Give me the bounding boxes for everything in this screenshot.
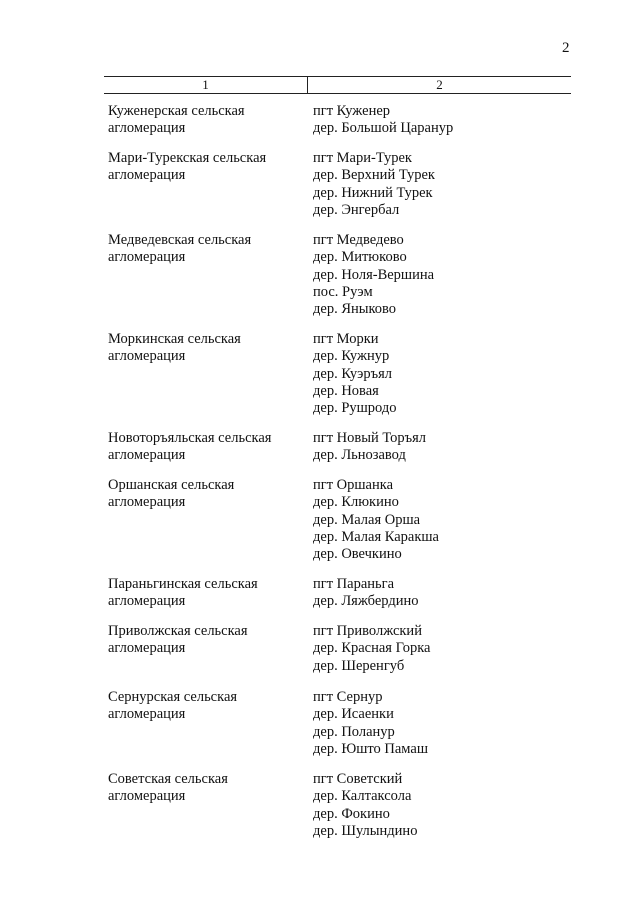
settlement-item: пос. Руэм <box>313 283 373 300</box>
settlement-list <box>313 232 434 318</box>
settlement-item: дер. Куэръял <box>313 365 393 382</box>
page-number: 2 <box>562 40 570 56</box>
settlement-list <box>313 689 428 758</box>
agglomeration-name <box>108 150 266 185</box>
agglomeration-name-line: агломерация <box>108 167 186 184</box>
agglomeration-name-line: агломерация <box>108 788 186 805</box>
agglomeration-name <box>108 576 258 611</box>
settlement-item: пгт Параньга <box>313 576 395 592</box>
settlement-list <box>313 150 435 219</box>
settlement-item: дер. Энгербал <box>313 201 400 218</box>
settlement-item: дер. Малая Каракша <box>313 528 439 545</box>
agglomeration-name <box>108 477 234 512</box>
agglomeration-name-line: Советская сельская <box>108 771 228 787</box>
settlement-item: пгт Новый Торъял <box>313 430 427 446</box>
agglomeration-name-line: агломерация <box>108 447 186 464</box>
agglomeration-name-line: Сернурская сельская <box>108 689 238 705</box>
settlement-item: дер. Калтаксола <box>313 788 412 805</box>
settlement-item: дер. Верхний Турек <box>313 167 435 184</box>
settlement-item: дер. Овечкино <box>313 546 402 563</box>
settlement-list <box>313 771 417 840</box>
settlement-item: дер. Шулындино <box>313 822 418 839</box>
column-header-1: 1 <box>202 77 209 92</box>
settlement-list <box>313 331 397 417</box>
settlement-item: пгт Морки <box>313 331 379 347</box>
settlement-item: пгт Оршанка <box>313 477 394 493</box>
settlement-item: дер. Малая Орша <box>313 511 421 528</box>
settlement-item: дер. Ляжбердино <box>313 593 419 610</box>
settlement-item: дер. Шеренгуб <box>313 657 405 674</box>
settlement-item: дер. Митюково <box>313 249 407 266</box>
agglomeration-name-line: Куженерская сельская <box>108 103 245 119</box>
settlement-item: пгт Сернур <box>313 689 383 705</box>
agglomeration-name-line: Мари-Турекская сельская <box>108 150 267 166</box>
settlement-list <box>313 103 453 138</box>
settlement-item: дер. Красная Горка <box>313 640 431 657</box>
agglomeration-name-line: Параньгинская сельская <box>108 576 258 592</box>
settlement-list <box>313 430 426 465</box>
settlement-item: дер. Юшто Памаш <box>313 740 428 757</box>
settlement-item: дер. Рушродо <box>313 400 397 417</box>
settlement-item: дер. Клюкино <box>313 494 399 511</box>
agglomeration-name-line: агломерация <box>108 494 186 511</box>
agglomeration-name-line: Оршанская сельская <box>108 477 235 493</box>
agglomeration-name <box>108 232 251 267</box>
agglomeration-name-line: агломерация <box>108 706 186 723</box>
settlement-item: дер. Фокино <box>313 805 390 822</box>
settlement-item: дер. Поланур <box>313 723 395 740</box>
agglomeration-name-line: агломерация <box>108 348 186 365</box>
agglomeration-name-line: агломерация <box>108 249 186 266</box>
agglomeration-name-line: агломерация <box>108 120 186 137</box>
agglomeration-name-line: агломерация <box>108 640 186 657</box>
table-header <box>104 76 571 94</box>
agglomeration-name <box>108 689 237 724</box>
settlement-item: пгт Куженер <box>313 103 391 119</box>
settlement-item: дер. Ноля-Вершина <box>313 266 435 283</box>
settlement-item: дер. Кужнур <box>313 348 390 365</box>
settlement-item: дер. Новая <box>313 382 379 399</box>
settlement-item: пгт Мари-Турек <box>313 150 412 166</box>
agglomeration-name <box>108 103 245 138</box>
agglomeration-name-line: Медведевская сельская <box>108 232 252 248</box>
agglomeration-name-line: агломерация <box>108 593 186 610</box>
settlement-item: пгт Советский <box>313 771 403 787</box>
settlement-list <box>313 576 418 611</box>
column-header-2: 2 <box>436 77 443 92</box>
settlement-list <box>313 477 439 563</box>
settlement-item: дер. Льнозавод <box>313 447 406 464</box>
settlement-item: пгт Приволжский <box>313 623 422 639</box>
agglomeration-name-line: Новоторъяльская сельская <box>108 430 272 446</box>
agglomeration-name <box>108 430 271 465</box>
settlement-item: дер. Большой Царанур <box>313 120 454 137</box>
settlement-item: пгт Медведево <box>313 232 404 248</box>
settlement-list <box>313 623 430 675</box>
agglomeration-name-line: Моркинская сельская <box>108 331 241 347</box>
agglomeration-name <box>108 623 248 658</box>
agglomeration-name <box>108 771 228 806</box>
settlement-item: дер. Нижний Турек <box>313 184 433 201</box>
agglomeration-name-line: Приволжская сельская <box>108 623 248 639</box>
settlement-item: дер. Исаенки <box>313 706 394 723</box>
agglomeration-name <box>108 331 241 366</box>
settlement-item: дер. Яныково <box>313 301 397 318</box>
